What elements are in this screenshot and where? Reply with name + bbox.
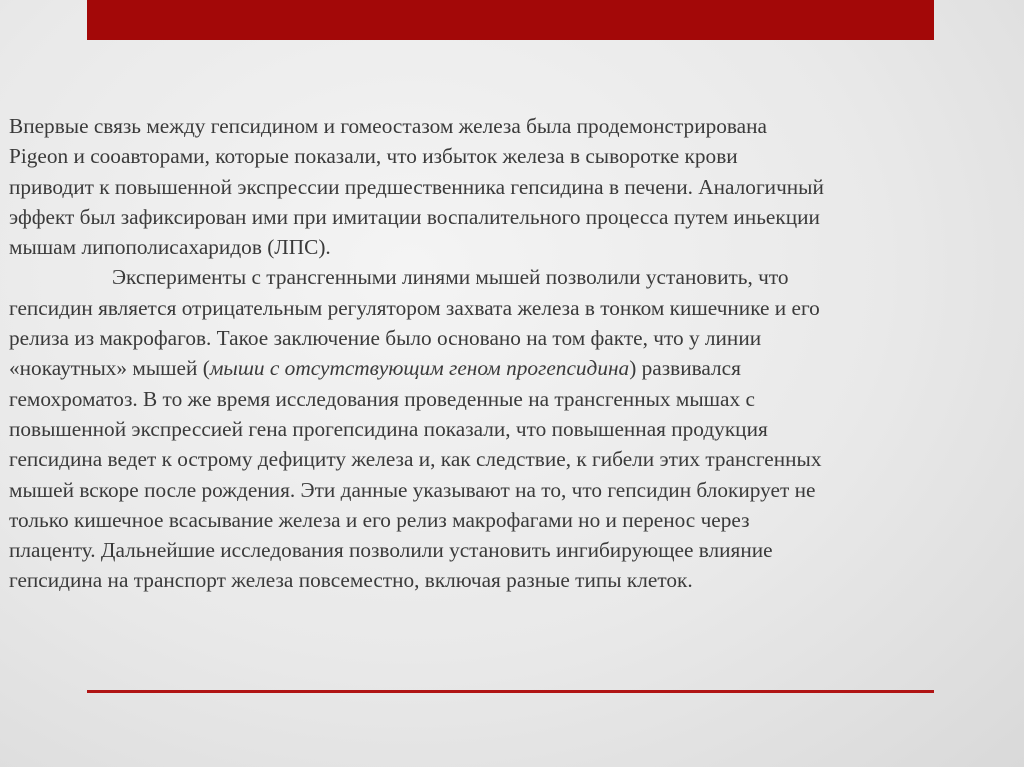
text-line-with-italic	[9, 353, 1009, 383]
text-line: гепсидина на транспорт железа повсеместно, включая разные типы клеток.	[9, 568, 693, 593]
text-segment: ) развивался	[629, 356, 741, 381]
text-line: мышам липополисахаридов (ЛПС).	[9, 235, 331, 260]
text-line: плаценту. Дальнейшие исследования позволили установить ингибирующее влияние	[9, 538, 773, 563]
text-line: релиза из макрофагов. Такое заключение было основано на том факте, что у линии	[9, 326, 762, 351]
text-line: мышей вскоре после рождения. Эти данные указывают на то, что гепсидин блокирует не	[9, 477, 816, 502]
italic-text-segment: мыши с отсутствующим геном прогепсидина	[209, 356, 630, 381]
text-line: только кишечное всасывание железа и его релиз макрофагами но и перенос через	[9, 507, 750, 532]
text-line: гепсидин является отрицательным регулятором захвата железа в тонком кишечнике и его	[9, 295, 820, 320]
text-line: повышенной экспрессией гена прогепсидина показали, что повышенная продукция	[9, 416, 768, 441]
text-segment: «нокаутных» мышей (	[9, 356, 210, 381]
text-line: Впервые связь между гепсидином и гомеостазом железа была продемонстрирована	[9, 114, 767, 138]
text-line: гемохроматоз. В то же время исследования проведенные на трансгенных мышах с	[9, 386, 755, 411]
text-line: эффект был зафиксирован ими при имитации воспалительного процесса путем иньекции	[9, 204, 820, 229]
body-text	[9, 111, 1009, 596]
text-line-indented: Эксперименты с трансгенными линями мышей позволили установить, что	[112, 265, 789, 290]
text-line: приводит к повышенной экспрессии предшественника гепсидина в печени. Аналогичный	[9, 174, 824, 199]
bottom-accent-line	[87, 690, 934, 693]
top-accent-bar	[87, 0, 934, 40]
text-line: гепсидина ведет к острому дефициту железа и, как следствие, к гибели этих трансгенных	[9, 447, 822, 472]
text-line: Pigeon и сооавторами, которые показали, что избыток железа в сыворотке крови	[9, 144, 738, 169]
